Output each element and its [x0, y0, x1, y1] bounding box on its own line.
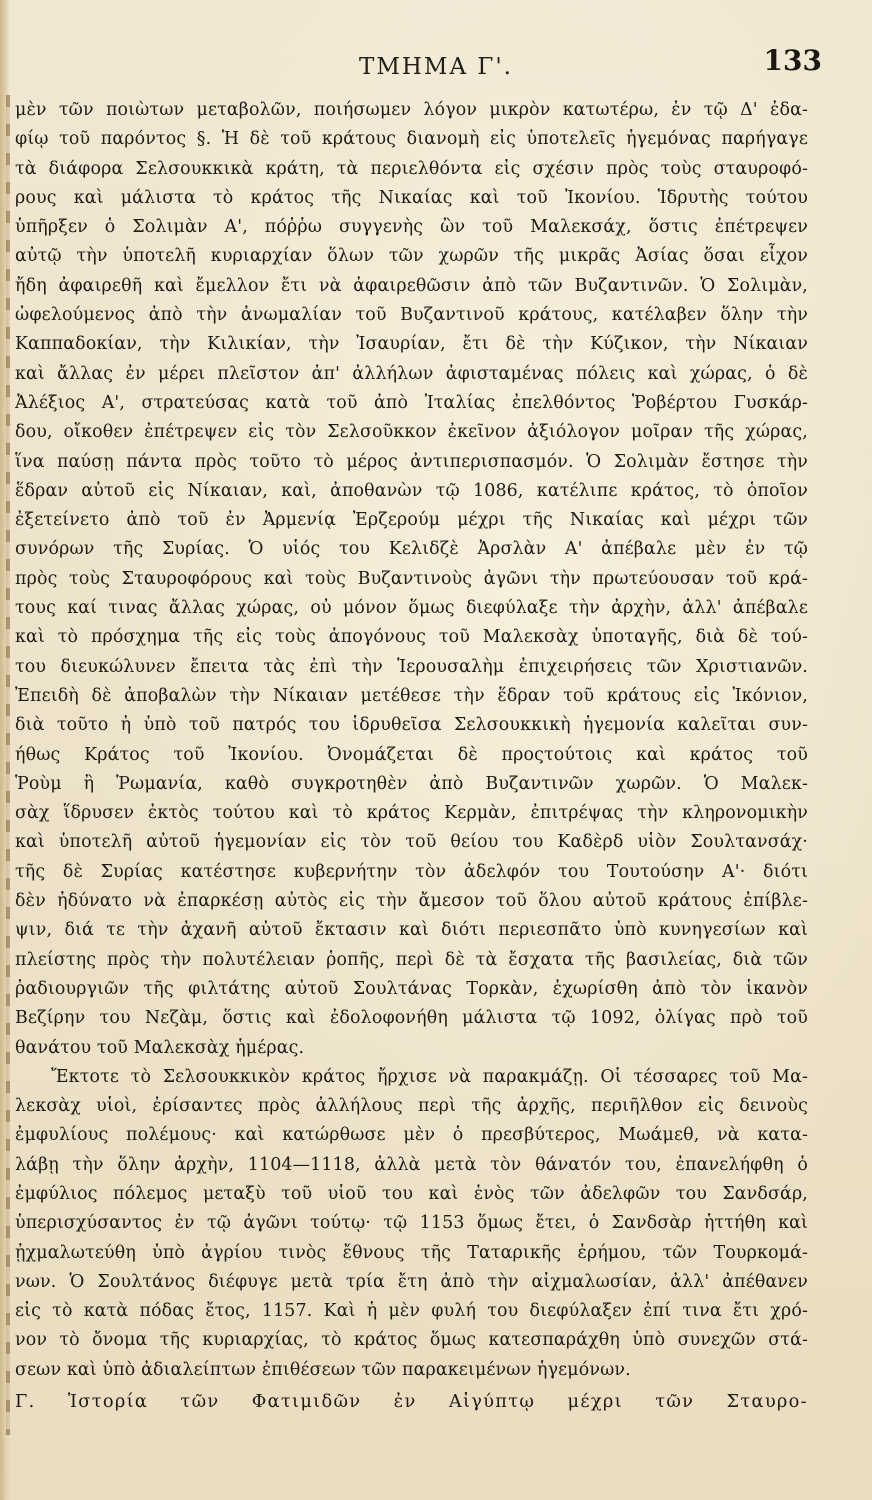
- text-line: εἰς τὸ κατὰ πόδας ἔτος, 1157. Καὶ ἡ μὲν φυλή του διεφύλαξεν ἐπί τινα ἔτι χρό-: [15, 1301, 808, 1322]
- text-line: ψιν, διά τε τὴν ἀχανῆ αὐτοῦ ἔκτασιν καὶ διότι περιεσπᾶτο ὑπὸ κυνηγεσίων καὶ: [15, 920, 808, 941]
- text-line: Ῥοὺμ ἢ Ῥωμανία, καθὸ συγκροτηθὲν ἀπὸ Βυζαντινῶν χωρῶν. Ὁ Μαλεκ-: [15, 773, 808, 794]
- text-line: ήθως Κράτος τοῦ Ἰκονίου. Ὀνομάζεται δὲ προςτούτοις καὶ κράτος τοῦ: [15, 744, 808, 765]
- text-line: τους καί τινας ἄλλας χώρας, οὐ μόνον ὅμως διεφύλαξε τὴν ἀρχὴν, ἀλλ' ἀπέβαλε: [15, 598, 808, 619]
- text-line: ὑπῆρξεν ὁ Σολιμὰν Α', πόῤῥω συγγενὴς ὢν τοῦ Μαλεκσάχ, ὅστις ἐπέτρεψεν: [15, 217, 808, 238]
- binding-stitch-marks: [6, 95, 10, 1435]
- text-line: ρους καὶ μάλιστα τὸ κράτος τῆς Νικαίας καὶ τοῦ Ἰκονίου. Ἱδρυτὴς τούτου: [15, 187, 808, 208]
- text-line: λάβῃ τὴν ὅλην ἀρχὴν, 1104—1118, ἀλλὰ μετὰ τὸν θάνατόν του, ἐπανελήφθη ὁ: [15, 1154, 808, 1175]
- text-line: καὶ τὸ πρόσχημα τῆς εἰς τοὺς ἀπογόνους τοῦ Μαλεκσὰχ ὑποταγῆς, διὰ δὲ τού-: [15, 627, 808, 648]
- running-head: ΤΜΗΜΑ Γ'.: [358, 54, 513, 80]
- paragraph-end-line: θανάτου τοῦ Μαλεκσὰχ ἡμέρας.: [15, 1037, 305, 1058]
- text-line: καὶ ὑποτελῆ αὐτοῦ ἡγεμονίαν εἰς τὸν τοῦ θείου του Καδὲρδ υἱὸν Σουλτανσάχ·: [15, 832, 808, 853]
- text-line: ῥαδιουργιῶν τῆς φιλτάτης αὐτοῦ Σουλτάνας Τορκὰν, ἐχωρίσθη ἀπὸ τὸν ἱκανὸν: [15, 978, 808, 999]
- text-line: Βεζίρην του Νεζὰμ, ὅστις καὶ ἐδολοφονήθη μάλιστα τῷ 1092, ὀλίγας πρὸ τοῦ: [15, 1008, 808, 1029]
- text-line: ἐμφυλίους πολέμους· καὶ κατώρθωσε μὲν ὁ πρεσβύτερος, Μωάμεθ, νὰ κατα-: [15, 1125, 808, 1146]
- text-line: δου, οἴκοθεν ἐπέτρεψεν εἰς τὸν Σελσοῦκκον ἐκεῖνον ἀξιόλογον μοῖραν τῆς χώρας,: [15, 422, 808, 443]
- section-heading: Γ. Ἱστορία τῶν Φατιμιδῶν ἐν Αἰγύπτῳ μέχρι τῶν Σταυρο-: [15, 1391, 808, 1413]
- text-line: Ἐπειδὴ δὲ ἀποβαλὼν τὴν Νίκαιαν μετέθεσε τὴν ἕδραν τοῦ κράτους εἰς Ἰκόνιον,: [15, 685, 808, 706]
- text-line: φίῳ τοῦ παρόντος §. Ἡ δὲ τοῦ κράτους διανομὴ εἰς ὑποτελεῖς ἡγεμόνας παρήγαγε: [15, 129, 808, 150]
- paragraph-start-line: Ἔκτοτε τὸ Σελσουκκικὸν κράτος ἤρχισε νὰ παρακμάζῃ. Οἱ τέσσαρες τοῦ Μα-: [51, 1066, 808, 1087]
- text-line: τῆς δὲ Συρίας κατέστησε κυβερνήτην τὸν ἀδελφόν του Τουτούσην Α'· διότι: [15, 861, 808, 882]
- text-line: πλείστης πρὸς τὴν πολυτέλειαν ῥοπῆς, περὶ δὲ τὰ ἔσχατα τῆς βασιλείας, διὰ τῶν: [15, 949, 808, 970]
- text-line: του διευκώλυνεν ἔπειτα τὰς ἐπὶ τὴν Ἱερουσαλὴμ ἐπιχειρήσεις τῶν Χριστιανῶν.: [15, 656, 808, 677]
- page-header: [0, 44, 872, 94]
- text-line: Ἀλέξιος Α', στρατεύσας κατὰ τοῦ ἀπὸ Ἰταλίας ἐπελθόντος Ῥοβέρτου Γυσκάρ-: [15, 392, 808, 413]
- text-line: πρὸς τοὺς Σταυροφόρους καὶ τοὺς Βυζαντινοὺς ἀγῶνι τὴν πρωτεύουσαν τοῦ κρά-: [15, 568, 808, 589]
- text-line: ὠφελούμενος ἀπὸ τὴν ἀνωμαλίαν τοῦ Βυζαντινοῦ κράτους, κατέλαβεν ὅλην τὴν: [15, 305, 808, 326]
- text-line: ἤδη ἀφαιρεθῆ καὶ ἔμελλον ἔτι νὰ ἀφαιρεθῶσιν ἀπὸ τῶν Βυζαντινῶν. Ὁ Σολιμὰν,: [15, 275, 808, 296]
- text-line: νων. Ὁ Σουλτάνος διέφυγε μετὰ τρία ἔτη ἀπὸ τὴν αἰχμαλωσίαν, ἀλλ' ἀπέθανεν: [15, 1271, 808, 1292]
- text-line: ἐξετείνετο ἀπὸ τοῦ ἐν Ἀρμενίᾳ Ἐρζερούμ μέχρι τῆς Νικαίας καὶ μέχρι τῶν: [15, 510, 808, 531]
- text-line: λεκσὰχ υἱοὶ, ἐρίσαντες πρὸς ἀλλήλους περὶ τῆς ἀρχῆς, περιῆλθον εἰς δεινοὺς: [15, 1096, 808, 1117]
- paragraph-end-line: σεων καὶ ὑπὸ ἀδιαλείπτων ἐπιθέσεων τῶν παρακειμένων ἡγεμόνων.: [15, 1359, 631, 1380]
- text-line: αὐτῷ τὴν ὑποτελῆ κυριαρχίαν ὅλων τῶν χωρῶν τῆς μικρᾶς Ἀσίας ὅσαι εἶχον: [15, 246, 808, 267]
- text-line: ἕδραν αὐτοῦ εἰς Νίκαιαν, καὶ, ἀποθανὼν τῷ 1086, κατέλιπε κράτος, τὸ ὁποῖον: [15, 480, 808, 501]
- text-line: δὲν ἠδύνατο νὰ ἐπαρκέσῃ αὐτὸς εἰς τὴν ἄμεσον τοῦ ὅλου αὐτοῦ κράτους ἐπίβλε-: [15, 891, 808, 912]
- text-line: ἐμφύλιος πόλεμος μεταξὺ τοῦ υἱοῦ του καὶ ἑνὸς τῶν ἀδελφῶν του Σανδσάρ,: [15, 1183, 808, 1204]
- text-line: Καππαδοκίαν, τὴν Κιλικίαν, τὴν Ἰσαυρίαν, ἔτι δὲ τὴν Κύζικον, τὴν Νίκαιαν: [15, 334, 808, 355]
- text-line: σὰχ ἵδρυσεν ἐκτὸς τούτου καὶ τὸ κράτος Κερμὰν, ἐπιτρέψας τὴν κληρονομικὴν: [15, 803, 808, 824]
- text-line: διὰ τοῦτο ἡ ὑπὸ τοῦ πατρός του ἱδρυθεῖσα Σελσουκκικὴ ἡγεμονία καλεῖται συν-: [15, 715, 808, 736]
- text-line: καὶ ἄλλας ἐν μέρει πλεῖστον ἀπ' ἀλλήλων ἀφισταμένας πόλεις καὶ χώρας, ὁ δὲ: [15, 363, 808, 384]
- text-line: τὰ διάφορα Σελσουκκικὰ κράτη, τὰ περιελθόντα εἰς σχέσιν πρὸς τοὺς σταυροφό-: [15, 158, 808, 179]
- page-number: 133: [763, 44, 822, 77]
- text-line: νον τὸ ὄνομα τῆς κυριαρχίας, τὸ κράτος ὅμως κατεσπαράχθη ὑπὸ συνεχῶν στά-: [15, 1330, 808, 1351]
- text-line: μὲν τῶν ποιὼτων μεταβολῶν, ποιήσωμεν λόγον μικρὸν κατωτέρω, ἐν τῷ Δ' ἐδα-: [15, 100, 808, 120]
- text-line: ὑπερισχύσαντος ἐν τῷ ἀγῶνι τούτῳ· τῷ 1153 ὅμως ἔτει, ὁ Σανδσὰρ ἡττήθη καὶ: [15, 1213, 808, 1234]
- text-line: συνόρων τῆς Συρίας. Ὁ υἱός του Κελιδζὲ Ἀρσλὰν Α' ἀπέβαλε μὲν ἐν τῷ: [15, 539, 808, 560]
- text-line: ἵνα παύσῃ πάντα πρὸς τοῦτο τὸ μέρος ἀντιπερισπασμόν. Ὁ Σολιμὰν ἔστησε τὴν: [15, 451, 808, 472]
- body-text: [15, 96, 808, 1416]
- text-line: ᾐχμαλωτεύθη ὑπὸ ἀγρίου τινὸς ἔθνους τῆς Ταταρικῆς ἐρήμου, τῶν Τουρκομά-: [15, 1242, 808, 1263]
